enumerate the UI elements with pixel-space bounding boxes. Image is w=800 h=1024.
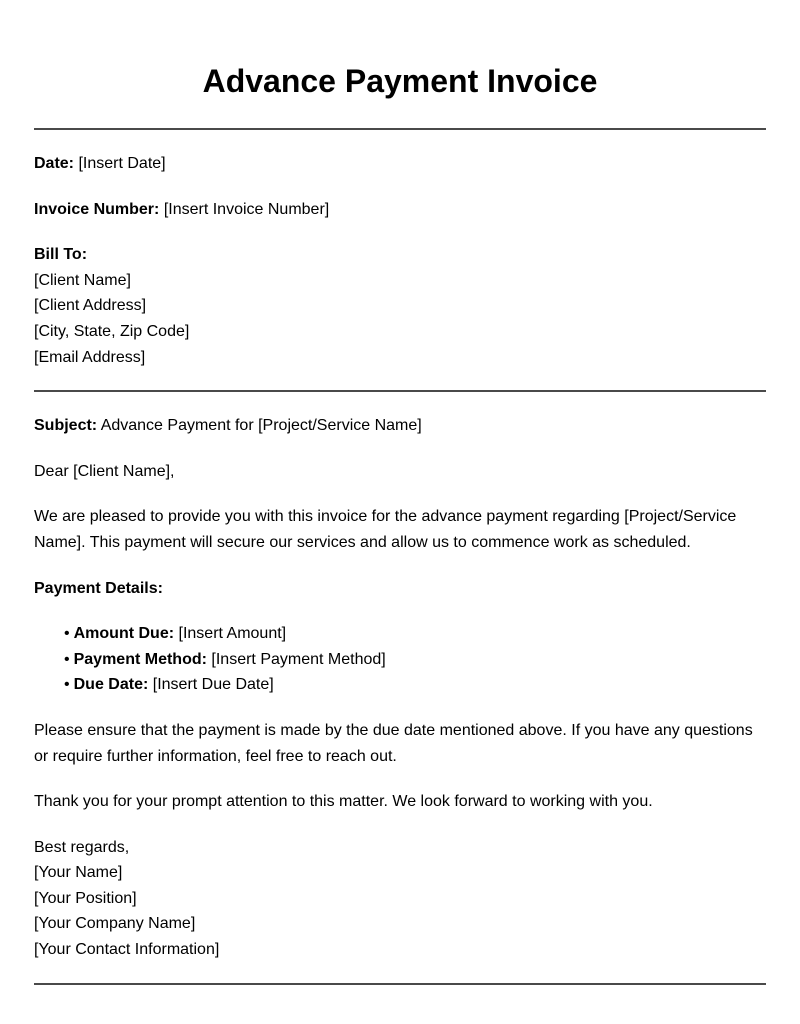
bill-to-client-name: [Client Name]: [34, 271, 131, 289]
subject-label: Subject:: [34, 417, 98, 435]
bill-to-block: [34, 242, 766, 370]
bill-to-email: [Email Address]: [34, 348, 146, 366]
invoice-number-value: [Insert Invoice Number]: [163, 200, 330, 218]
payment-item-due-date: [64, 672, 766, 698]
payment-details-heading: Payment Details:: [34, 579, 163, 597]
closing: Best regards,: [34, 838, 130, 856]
amount-due-value: [Insert Amount]: [178, 625, 287, 643]
date-label: Date:: [34, 155, 75, 172]
signature-position: [Your Position]: [34, 889, 137, 907]
due-date-value: [Insert Due Date]: [152, 676, 274, 694]
bullet-icon: •: [64, 650, 70, 668]
divider-top: [34, 128, 766, 130]
bullet-icon: •: [64, 625, 70, 643]
reminder-paragraph: Please ensure that the payment is made by the due date mentioned above. If you have any questions or require further information, feel free to reach out.: [34, 721, 753, 765]
date-value: [Insert Date]: [78, 155, 166, 172]
payment-details-list: [34, 621, 766, 698]
invoice-number-label: Invoice Number:: [34, 200, 160, 218]
date-line: [34, 151, 766, 177]
bill-to-city-state-zip: [City, State, Zip Code]: [34, 322, 190, 340]
payment-method-label: Payment Method:: [73, 650, 207, 668]
intro-paragraph: We are pleased to provide you with this invoice for the advance payment regarding [Project/Service Name]. This payment will secure our services and allow us to commence work as scheduled.: [34, 508, 737, 551]
subject-line: [34, 413, 766, 439]
bullet-icon: •: [64, 676, 70, 694]
page-title: Advance Payment Invoice: [202, 63, 598, 99]
due-date-label: Due Date:: [73, 676, 149, 694]
signature-block: [34, 835, 766, 963]
payment-item-amount: [64, 621, 766, 647]
signature-contact: [Your Contact Information]: [34, 941, 220, 959]
signature-name: [Your Name]: [34, 864, 123, 882]
divider-middle: [34, 390, 766, 392]
signature-company: [Your Company Name]: [34, 915, 196, 933]
payment-item-method: [64, 647, 766, 673]
payment-method-value: [Insert Payment Method]: [211, 650, 386, 668]
invoice-number-line: [34, 197, 766, 223]
amount-due-label: Amount Due:: [73, 625, 175, 643]
greeting: Dear [Client Name],: [34, 462, 175, 480]
bill-to-client-address: [Client Address]: [34, 297, 147, 315]
thanks-paragraph: Thank you for your prompt attention to this matter. We look forward to working with you.: [34, 793, 653, 811]
subject-value: Advance Payment for [Project/Service Name]: [100, 417, 422, 435]
divider-bottom: [34, 983, 766, 985]
bill-to-label: Bill To:: [34, 246, 88, 264]
